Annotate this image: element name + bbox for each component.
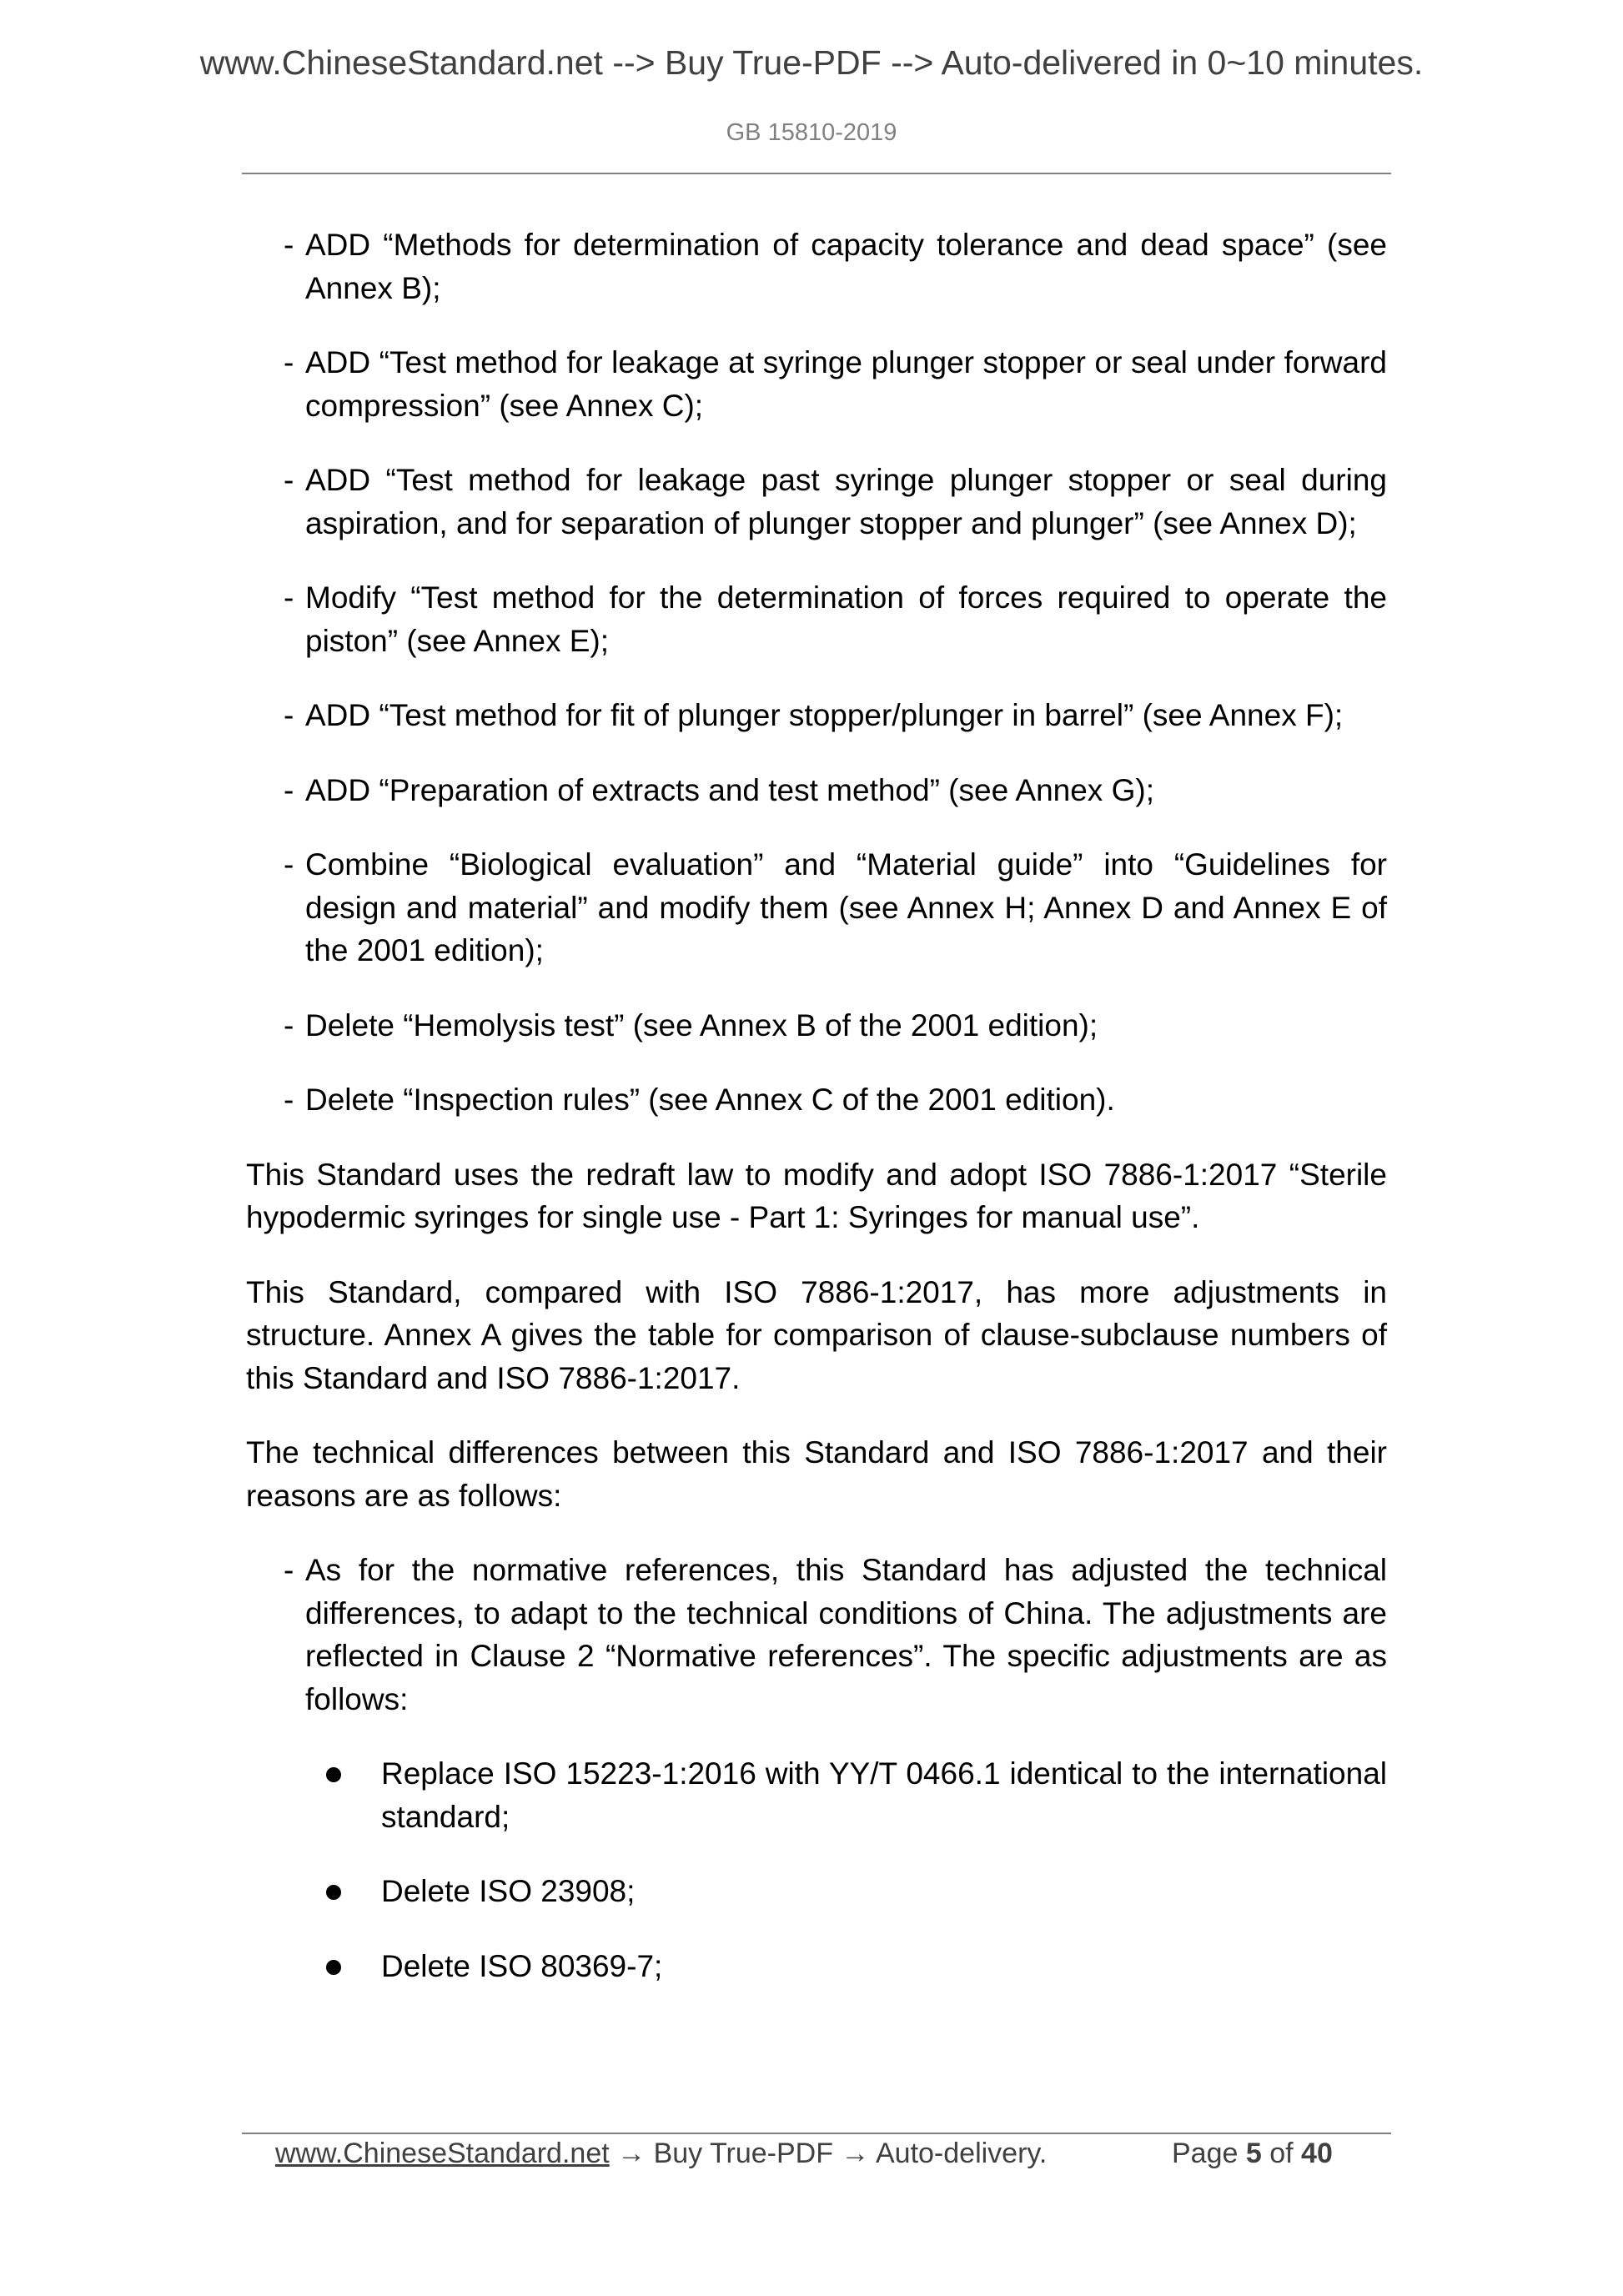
paragraph-differences-intro: The technical differences between this Standard and ISO 7886-1:2017 and their reasons are as follows: (246, 1435, 1387, 1513)
change-item (246, 694, 1387, 737)
change-text: Modify “Test method for the determination of forces required to operate the piston” (see Annex E); (305, 580, 1387, 658)
dash-marker: - (284, 1007, 294, 1042)
reference-adjustment-item (246, 1752, 1387, 1838)
page-footer (275, 2138, 1359, 2170)
dash-marker: - (284, 580, 294, 615)
dash-marker: - (284, 1083, 294, 1117)
bullet-icon (326, 1767, 341, 1782)
dash-marker: - (284, 345, 294, 379)
top-banner: www.ChineseStandard.net --> Buy True-PDF --> Auto-delivered in 0~10 minutes. (199, 43, 1424, 82)
change-text: ADD “Methods for determination of capacity tolerance and dead space” (see Annex B); (305, 228, 1387, 305)
footer-divider (242, 2133, 1391, 2134)
adjustment-text: Replace ISO 15223-1:2016 with YY/T 0466.1 identical to the international standard; (381, 1756, 1387, 1834)
footer-text: → Buy True-PDF → Auto-delivery. (609, 2138, 1048, 2169)
change-text: ADD “Test method for leakage at syringe plunger stopper or seal under forward compression” (see Annex C); (305, 345, 1387, 423)
change-item (246, 843, 1387, 972)
page-of: of (1269, 2138, 1294, 2169)
change-item (246, 341, 1387, 427)
change-item (246, 224, 1387, 309)
page-label: Page (1172, 2138, 1239, 2169)
dash-marker: - (284, 847, 294, 882)
reference-adjustment-item (246, 1870, 1387, 1913)
dash-marker: - (284, 772, 294, 807)
change-text: Delete “Hemolysis test” (see Annex B of the 2001 edition); (305, 1007, 1098, 1042)
reference-adjustment-item (246, 1945, 1387, 1988)
change-text: ADD “Preparation of extracts and test method” (see Annex G); (305, 772, 1154, 807)
paragraph-structure: This Standard, compared with ISO 7886-1:2017, has more adjustments in structure. Annex A gives the table for comparison of clause-subclause numbers of this Standard and ISO 7886-1:2017. (246, 1274, 1387, 1395)
change-text: ADD “Test method for leakage past syringe plunger stopper or seal during aspiration, and for separation of plunger stopper and plunger” (see Annex D); (305, 463, 1387, 540)
header-divider (242, 173, 1391, 174)
dash-marker: - (284, 1553, 294, 1587)
bullet-icon (326, 1885, 341, 1900)
change-text: Delete “Inspection rules” (see Annex C of the 2001 edition). (305, 1083, 1115, 1117)
adjustment-text: Delete ISO 80369-7; (381, 1948, 663, 1983)
dash-marker: - (284, 228, 294, 262)
page-indicator (1172, 2138, 1333, 2170)
document-body (246, 224, 1387, 2019)
footer-site-link[interactable]: www.ChineseStandard.net (275, 2138, 610, 2169)
change-item (246, 576, 1387, 662)
dash-marker: - (284, 698, 294, 732)
difference-text: As for the normative references, this Standard has adjusted the technical differences, to adapt to the technical conditions of China. The adjustments are reflected in Clause 2 “Normative references”. The specific adjustments are as follows: (305, 1553, 1387, 1716)
page-current: 5 (1245, 2138, 1262, 2169)
paragraph-adoption: This Standard uses the redraft law to modify and adopt ISO 7886-1:2017 “Sterile hypodermic syringes for single use - Part 1: Syringes for manual use”. (246, 1157, 1387, 1234)
difference-item (246, 1549, 1387, 1721)
change-item (246, 769, 1387, 812)
change-item (246, 459, 1387, 545)
change-item (246, 1004, 1387, 1048)
dash-marker: - (284, 463, 294, 497)
change-item (246, 1078, 1387, 1122)
change-text: ADD “Test method for fit of plunger stopper/plunger in barrel” (see Annex F); (305, 698, 1344, 732)
page-total: 40 (1301, 2138, 1333, 2169)
change-text: Combine “Biological evaluation” and “Material guide” into “Guidelines for design and material” and modify them (see Annex H; Annex D and Annex E of the 2001 edition); (305, 847, 1387, 967)
document-code: GB 15810-2019 (726, 119, 897, 146)
adjustment-text: Delete ISO 23908; (381, 1874, 636, 1908)
bullet-icon (326, 1960, 341, 1975)
